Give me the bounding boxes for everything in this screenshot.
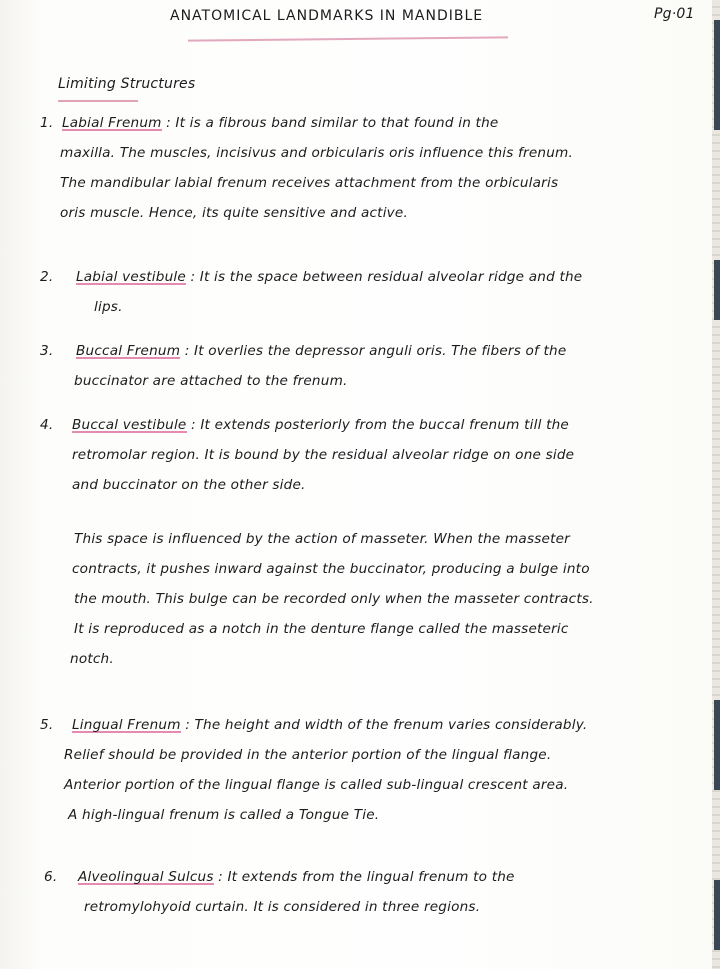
- item-text: : It is a fibrous band similar to that found in the: [161, 115, 499, 131]
- page-title: ANATOMICAL LANDMARKS IN MANDIBLE: [170, 8, 484, 24]
- item-text: and buccinator on the other side.: [72, 477, 306, 493]
- item-term: Buccal Frenum: [76, 343, 181, 359]
- item-text: retromylohyoid curtain. It is considered in three regions.: [84, 899, 481, 915]
- item-number: 3.: [40, 343, 54, 359]
- item-text: : The height and width of the frenum varies considerably.: [180, 717, 588, 733]
- paragraph-line: the mouth. This bulge can be recorded only when the masseter contracts.: [74, 591, 594, 607]
- item-text: Relief should be provided in the anterior portion of the lingual flange.: [64, 747, 552, 763]
- item-term: Labial Frenum: [62, 115, 162, 131]
- buccal-vestibule-paragraph: [70, 524, 714, 674]
- paragraph-line: notch.: [70, 651, 114, 667]
- section-heading-underline: [58, 100, 138, 102]
- item-text: The mandibular labial frenum receives attachment from the orbicularis: [60, 175, 559, 191]
- item-text: retromolar region. It is bound by the residual alveolar ridge on one side: [72, 447, 575, 463]
- item-text: : It extends posteriorly from the buccal frenum till the: [186, 417, 569, 433]
- item-text: maxilla. The muscles, incisivus and orbicularis oris influence this frenum.: [60, 145, 573, 161]
- item-text: A high-lingual frenum is called a Tongue Tie.: [68, 807, 380, 823]
- item-number: 1.: [40, 115, 54, 131]
- list-item-labial-frenum: [40, 108, 700, 228]
- item-term: Alveolingual Sulcus: [78, 869, 214, 885]
- list-item-labial-vestibule: [40, 262, 700, 322]
- list-item-buccal-frenum: [40, 336, 700, 396]
- paragraph-line: It is reproduced as a notch in the denture flange called the masseteric: [74, 621, 569, 637]
- item-term: Buccal vestibule: [72, 417, 187, 433]
- item-text: : It overlies the depressor anguli oris. The fibers of the: [180, 343, 567, 359]
- paragraph-line: contracts, it pushes inward against the buccinator, producing a bulge into: [72, 561, 590, 577]
- item-term: Lingual Frenum: [72, 717, 181, 733]
- item-text: Anterior portion of the lingual flange is called sub-lingual crescent area.: [64, 777, 569, 793]
- item-text: buccinator are attached to the frenum.: [74, 373, 348, 389]
- item-text: oris muscle. Hence, its quite sensitive and active.: [60, 205, 408, 221]
- list-item-lingual-frenum: [40, 710, 716, 830]
- item-number: 4.: [40, 417, 54, 433]
- list-item-alveolingual-sulcus: [44, 862, 704, 922]
- item-number: 2.: [40, 269, 54, 285]
- paragraph-line: This space is influenced by the action of masseter. When the masseter: [74, 531, 570, 547]
- list-item-buccal-vestibule: [40, 410, 700, 500]
- section-heading: Limiting Structures: [58, 76, 196, 92]
- item-number: 5.: [40, 717, 54, 733]
- item-text: : It extends from the lingual frenum to the: [213, 869, 515, 885]
- item-term: Labial vestibule: [76, 269, 186, 285]
- item-text: : It is the space between residual alveolar ridge and the: [185, 269, 583, 285]
- item-text: lips.: [94, 299, 123, 315]
- page-number: Pg·01: [654, 6, 695, 22]
- item-number: 6.: [44, 869, 58, 885]
